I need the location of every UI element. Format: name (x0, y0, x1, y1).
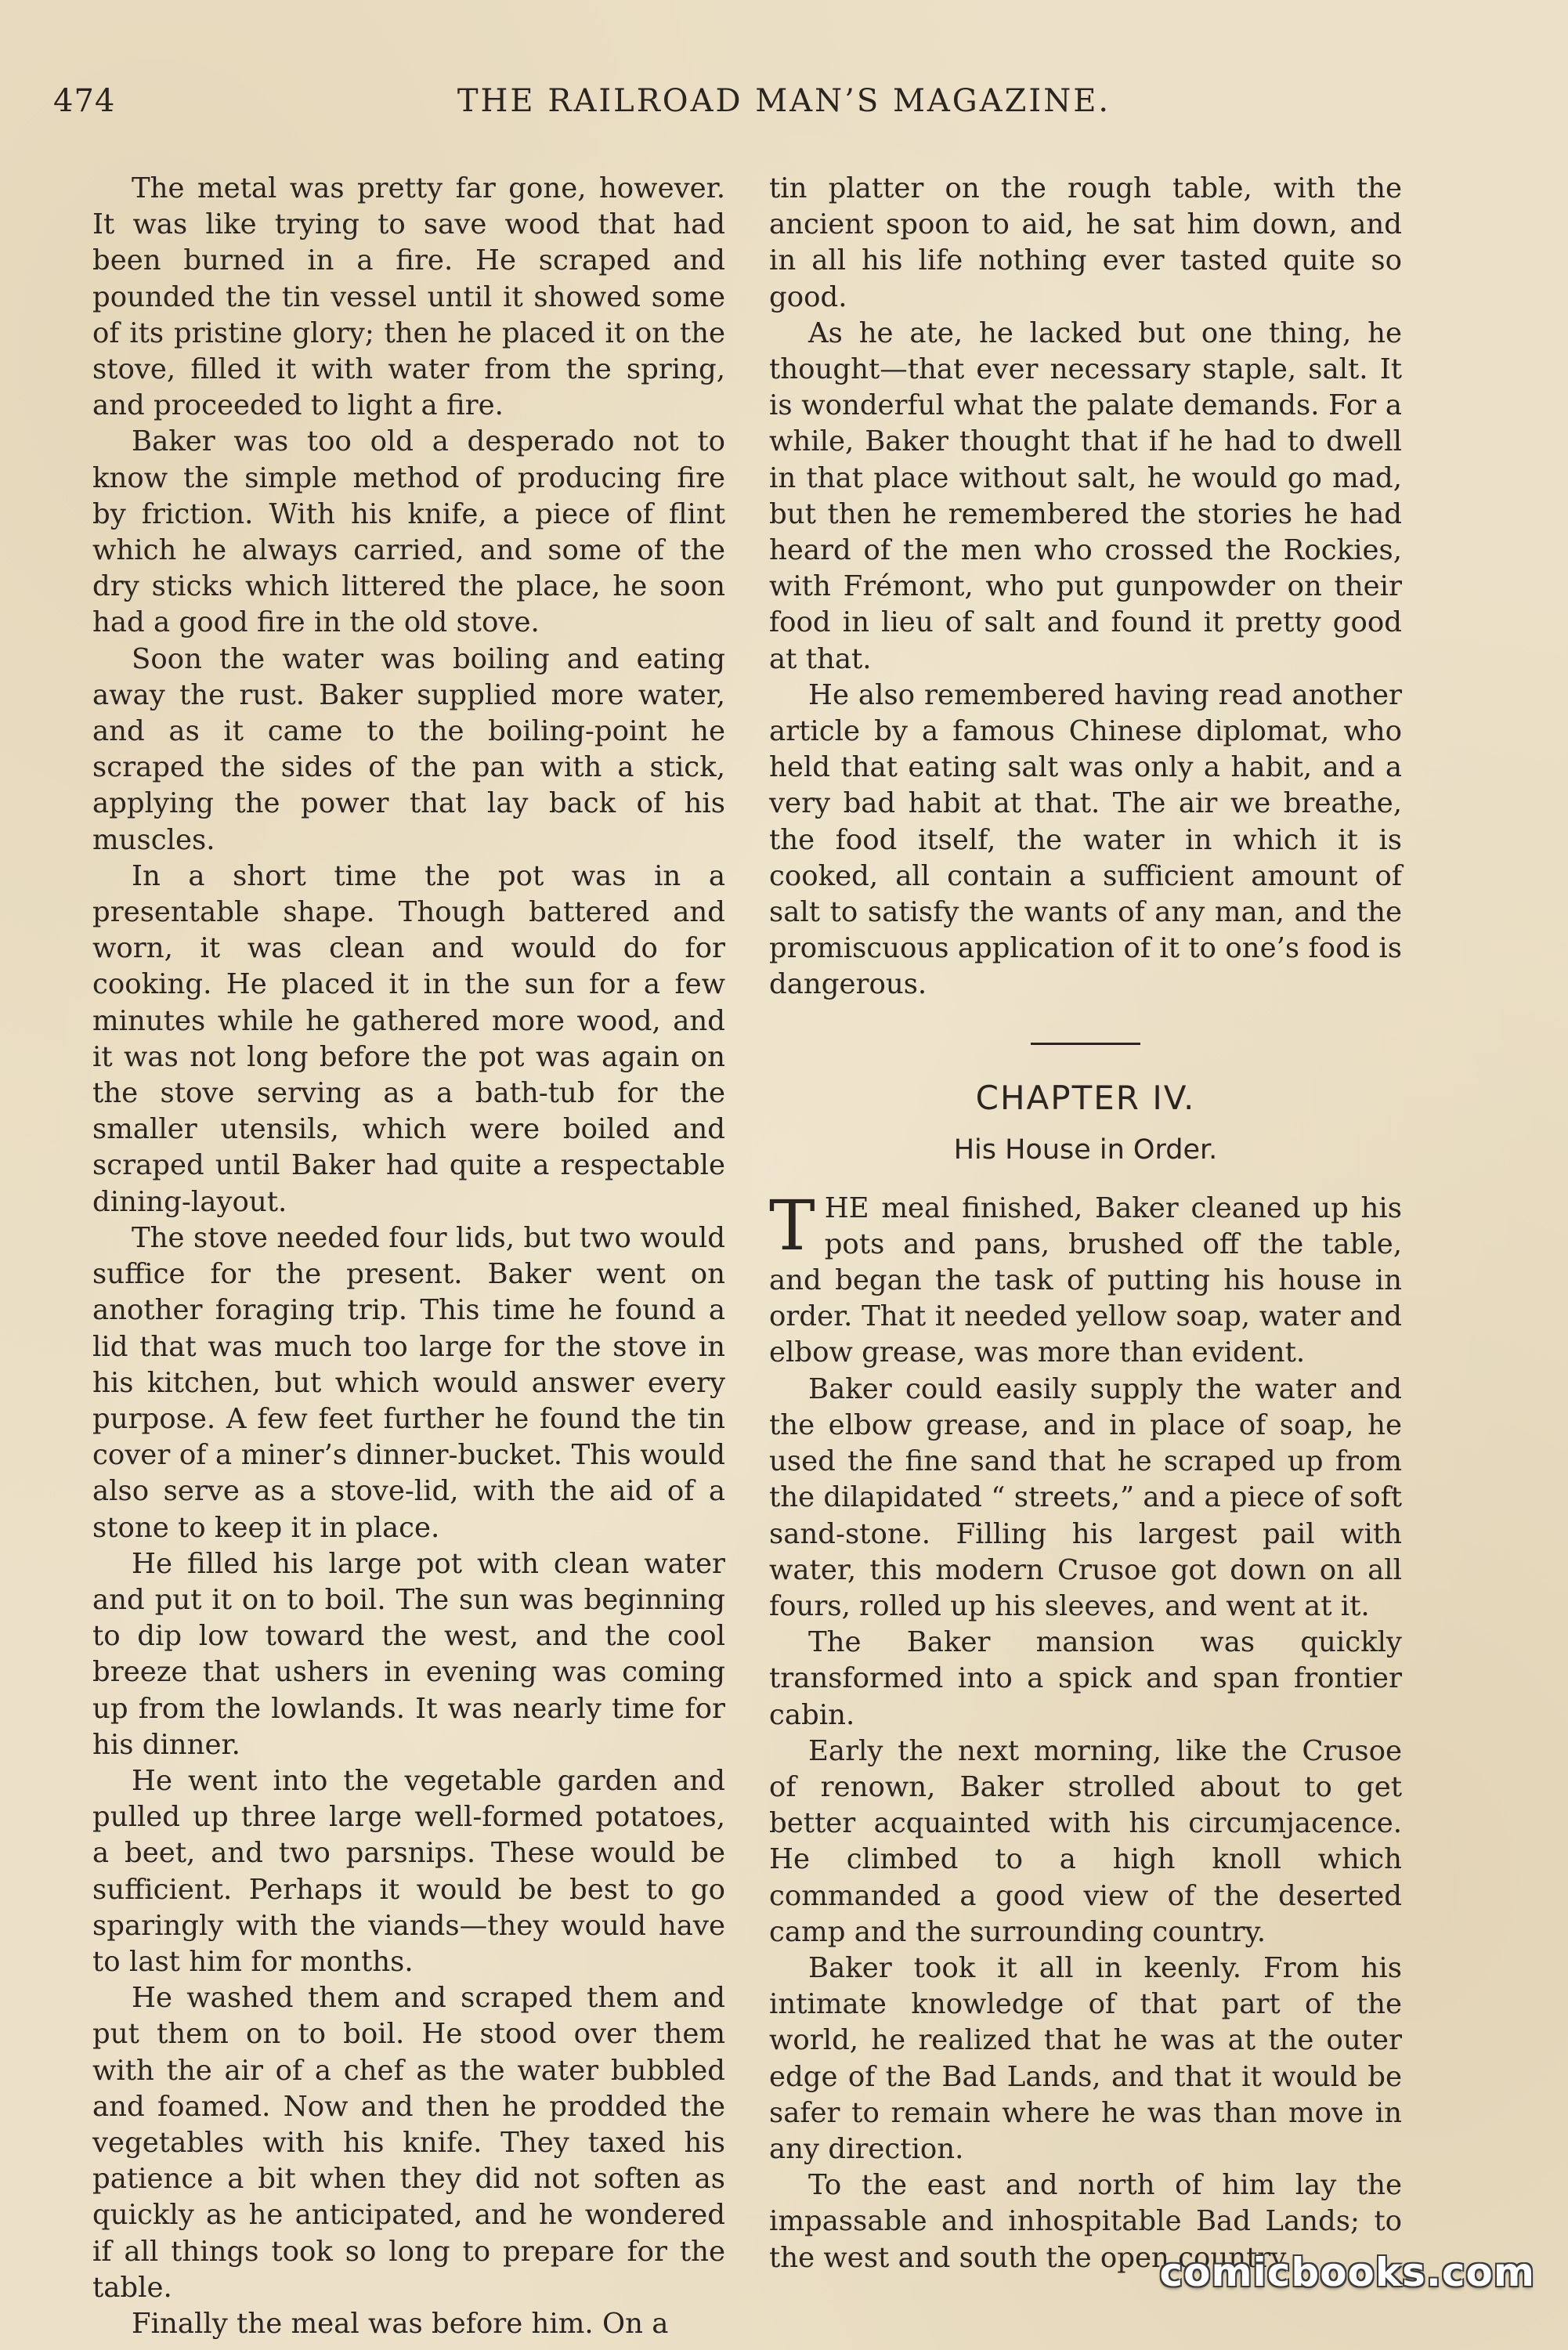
page-number: 474 (53, 83, 116, 119)
paragraph: The Baker mansion was quickly transformed into a spick and span frontier cabin. (769, 1626, 1402, 1731)
paragraph: The metal was pretty far gone, however. It was like trying to save wood that had been burned in a fire. He scraped and pounded the tin vessel until it showed some of its pristine glory; then he placed it on the stove, filled it with water from the spring, and proceeded to light a fire. (92, 172, 725, 422)
chapter-title: CHAPTER IV. (975, 1078, 1196, 1117)
paragraph: Baker could easily supply the water and the elbow grease, and in place of soap, he used the fine sand that he scraped up from the dilapidated “ streets,” and a piece of soft sand-stone. Filling his largest pail with water, this modern Crusoe got down on all fours, rolled up his sleeves, and went at it. (769, 1372, 1402, 1622)
paragraph: Finally the meal was before him. On a (132, 2307, 669, 2340)
paragraph: The stove needed four lids, but two would suffice for the present. Baker went on another foraging trip. This time he found a lid that was much too large for the stove in his kitchen, but which would answer every purpose. A few feet further he found the tin cover of a miner’s dinner-bucket. This would also serve as a stove-lid, with the aid of a stone to keep it in place. (92, 1221, 725, 1544)
paragraph: In a short time the pot was in a presentable shape. Though battered and worn, it was clean and would do for cooking. He placed it in the sun for a few minutes while he gathered more wood, and it was not long before the pot was again on the stove serving as a bath-tub for the smaller utensils, which were boiled and scraped until Baker had quite a respectable dining-layout. (92, 859, 725, 1218)
paragraph: Soon the water was boiling and eating away the rust. Baker supplied more water, and as it came to the boiling-point he scraped the sides of the pan with a stick, applying the power that lay back of his muscles. (92, 642, 725, 856)
paragraph: To the east and north of him lay the impassable and inhospitable Bad Lands; to the west and south the open country. (769, 2169, 1402, 2274)
paragraph: As he ate, he lacked but one thing, he thought—that ever necessary staple, salt. It is wonderful what the palate demands. For a while, Baker thought that if he had to dwell in that place without salt, he would go mad, but then he remembered the stories he had heard of the men who crossed the Rockies, with Frémont, who put gunpowder on their food in lieu of salt and found it pretty good at that. (769, 316, 1402, 675)
paragraph: Early the next morning, like the Crusoe of renown, Baker strolled about to get better acquainted with his circumjacence. He climbed to a high knoll which commanded a good view of the deserted camp and the surrounding country. (769, 1734, 1402, 1948)
right-column (769, 171, 1402, 2276)
chapter-subtitle: His House in Order. (953, 1133, 1218, 1166)
paragraph: He filled his large pot with clean water and put it on to boil. The sun was beginning to dip low toward the west, and the cool breeze that ushers in evening was coming up from the lowlands. It was nearly time for his dinner. (92, 1547, 725, 1761)
watermark-logo: comicbooks.com (1159, 2250, 1535, 2295)
paragraph: tin platter on the rough table, with the ancient spoon to aid, he sat him down, and in all his life nothing ever tasted quite so good. (769, 172, 1402, 313)
paragraph: Baker took it all in keenly. From his intimate knowledge of that part of the world, he realized that he was at the outer edge of the Bad Lands, and that it would be safer to remain where he was than move in any direction. (769, 1951, 1402, 2165)
paragraph: He also remembered having read another article by a famous Chinese diplomat, who held that eating salt was only a habit, and a very bad habit at that. The air we breathe, the food itself, the water in which it is cooked, all contain a sufficient amount of salt to satisfy the wants of any man, and the promiscuous application of it to one’s food is dangerous. (769, 678, 1402, 1001)
left-column (92, 171, 725, 2342)
chapter-lead-paragraph (769, 1184, 1402, 1372)
running-head: THE RAILROAD MAN’S MAGAZINE. (457, 83, 1111, 119)
drop-cap: T (769, 1184, 815, 1266)
lead-text: meal finished, Baker cleaned up his pots and pans, brushed off the table, and began the task of putting his house in order. That it needed yellow soap, water and elbow grease, was more than evident. (769, 1191, 1402, 1369)
lead-small-caps: HE (824, 1191, 869, 1224)
paragraph: He washed them and scraped them and put them on to boil. He stood over them with the air of a chef as the water bubbled and foamed. Now and then he prodded the vegetables with his knife. They taxed his patience a bit when they did not soften as quickly as he anticipated, and he wondered if all things took so long to prepare for the table. (92, 1982, 725, 2304)
paragraph: He went into the vegetable garden and pulled up three large well-formed potatoes, a beet, and two parsnips. These would be sufficient. Perhaps it would be best to go sparingly with the viands—they would have to last him for months. (92, 1764, 725, 1978)
paragraph: Baker was too old a desperado not to know the simple method of producing fire by friction. With his knife, a piece of flint which he always carried, and some of the dry sticks which littered the place, he soon had a good fire in the old stove. (92, 425, 725, 639)
section-divider (1031, 1043, 1140, 1045)
